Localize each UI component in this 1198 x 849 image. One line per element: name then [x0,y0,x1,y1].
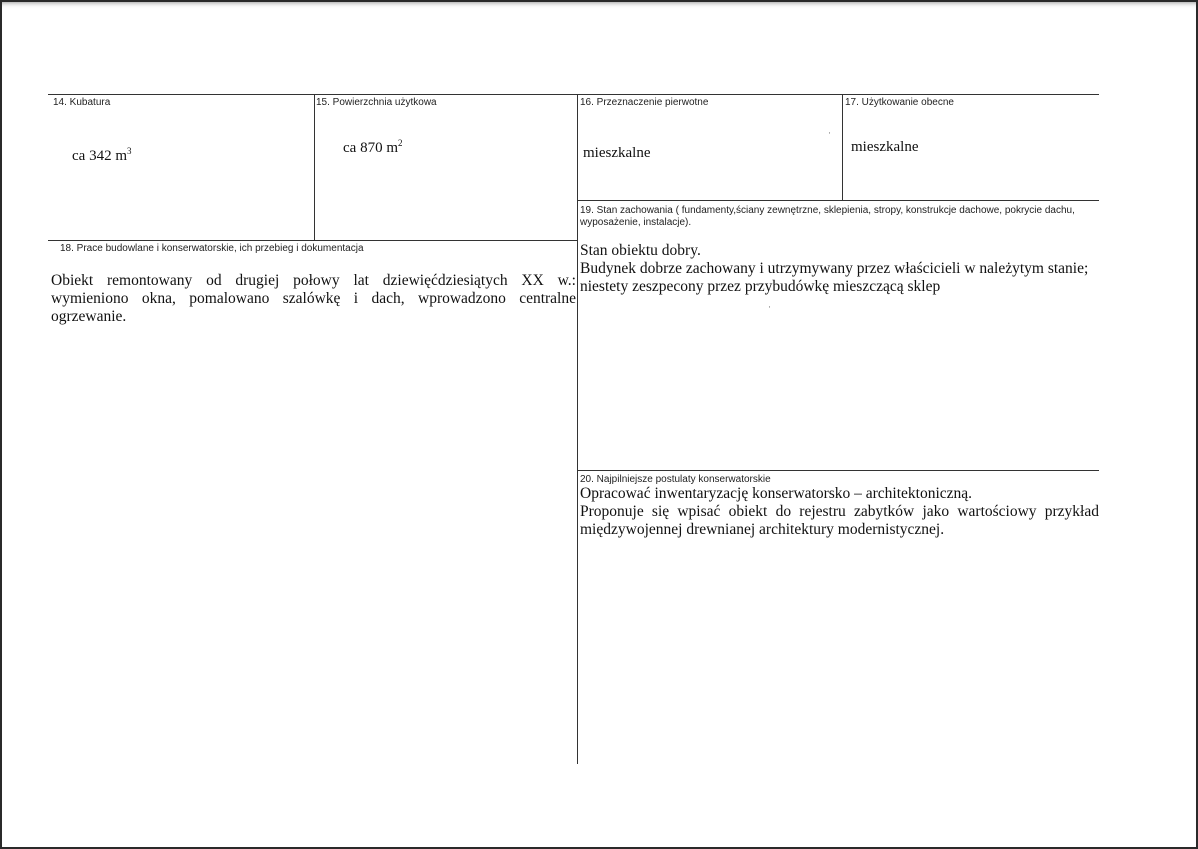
center-divider [577,94,578,764]
field-18-label: 18. Prace budowlane i konserwatorskie, ich przebieg i dokumentacja [60,243,364,254]
scan-speck: · [828,128,831,138]
rule-above-20 [577,470,1099,471]
divider-14-15 [314,94,315,240]
rule-above-19 [577,200,1099,201]
field-20-line-1: Opracować inwentaryzację konserwatorsko – architektoniczną. [580,485,973,502]
field-17-value: mieszkalne [851,139,919,155]
field-19-label: 19. Stan zachowania ( fundamenty,ściany zewnętrzne, sklepienia, stropy, konstrukcje dachowe, pokrycie dachu, wyposażenie, instalacje). [580,205,1075,228]
top-rule [48,94,1099,95]
field-15-value-superscript: 2 [397,138,403,148]
field-15-value-text: ca 870 m [343,140,398,156]
field-15-value [343,140,402,157]
field-14-value-text: ca 342 m [72,148,127,164]
field-19-line-1: Stan obiektu dobry. [580,242,701,259]
field-19-line-2: Budynek dobrze zachowany i utrzymywany przez właścicieli w należytym stanie; niestety zeszpecony przez przybudówkę mieszczącą sklep [580,260,1089,295]
field-14-label: 14. Kubatura [53,97,111,108]
field-17-label: 17. Użytkowanie obecne [845,97,954,108]
divider-16-17 [842,94,843,200]
field-18-text: Obiekt remontowany od drugiej połowy lat dziewięćdziesiątych XX w.: wymieniono okna, pomalowano szalówkę i dach, wprowadzono centralne ogrzewanie. [51,272,576,325]
field-20-label: 20. Najpilniejsze postulaty konserwatorskie [580,474,771,485]
field-16-value: mieszkalne [583,145,651,161]
field-14-value-superscript: 3 [126,146,132,156]
rule-above-18 [48,240,577,241]
field-14-value [72,148,131,165]
scan-speck: · [768,302,771,312]
field-20-line-2: Proponuje się wpisać obiekt do rejestru zabytków jako wartościowy przykład międzywojennej drewnianej architektury modernistycznej. [580,503,1099,538]
field-15-label: 15. Powierzchnia użytkowa [316,97,437,108]
field-16-label: 16. Przeznaczenie pierwotne [580,97,709,108]
